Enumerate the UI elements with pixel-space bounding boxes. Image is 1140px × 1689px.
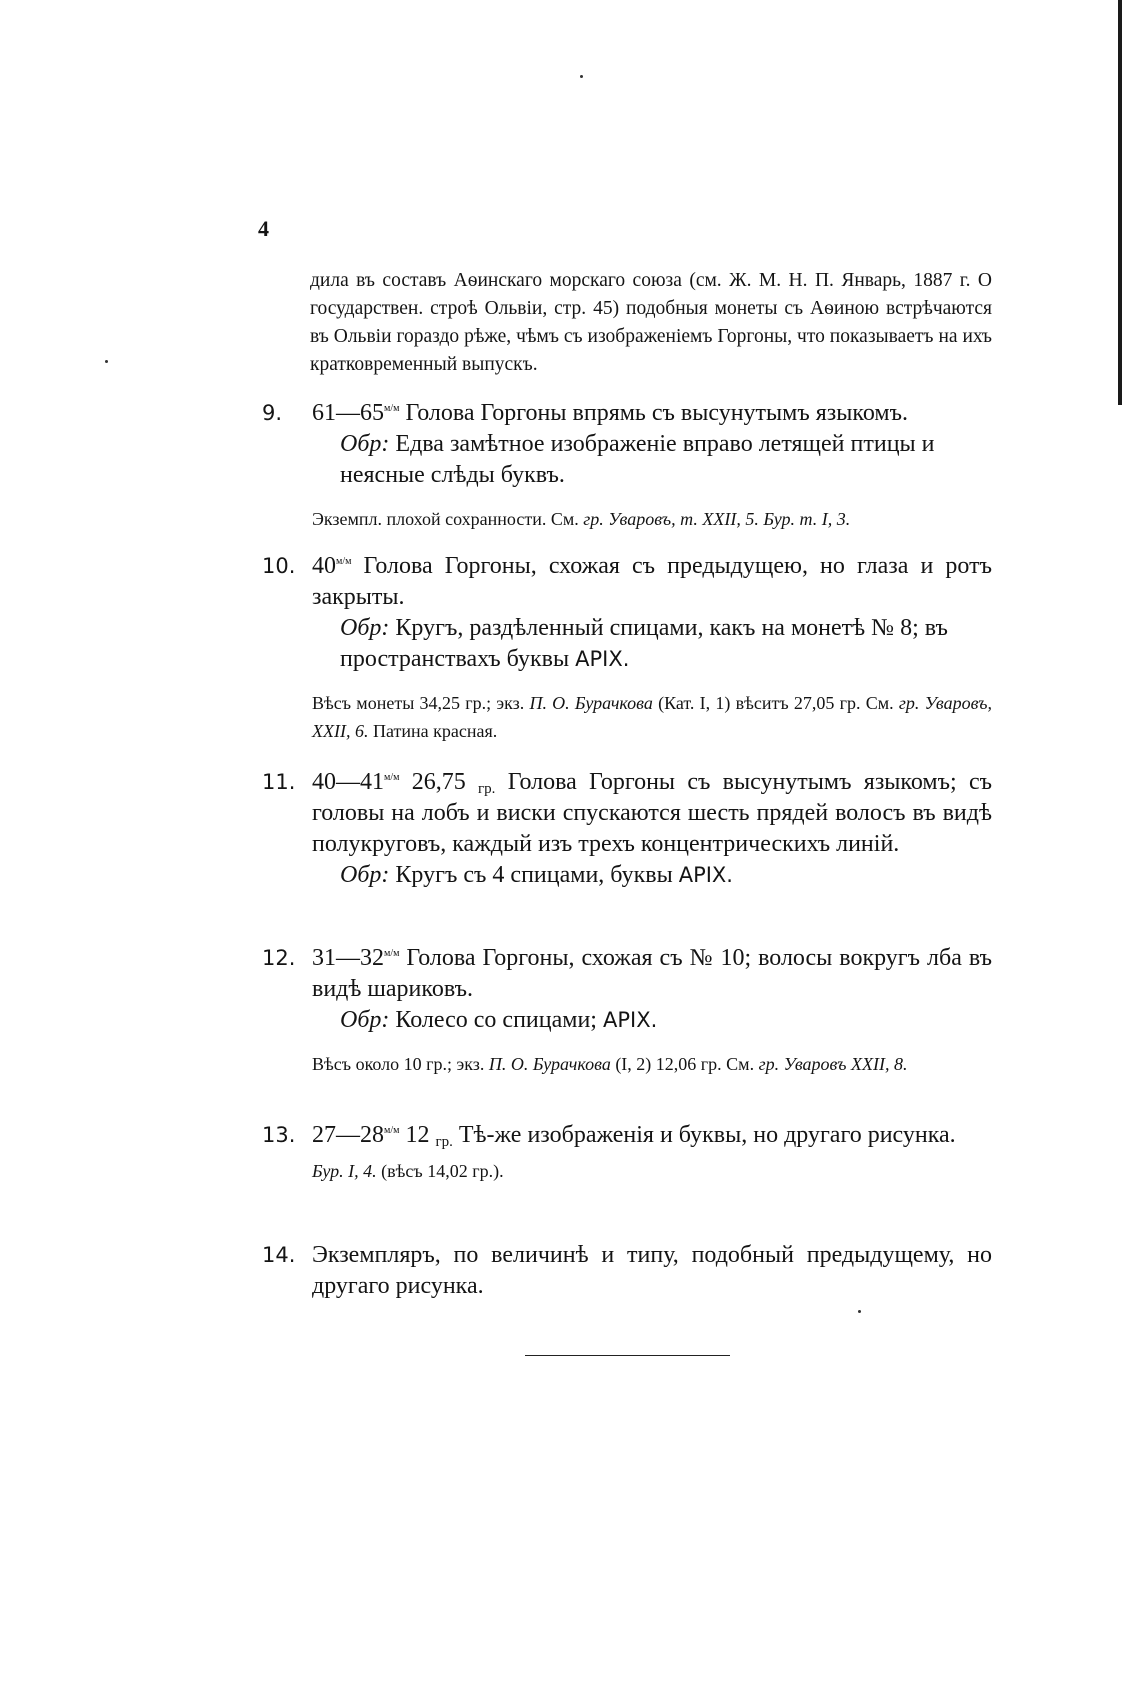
entry-number: 12. xyxy=(262,946,296,970)
entry-size: 40 xyxy=(312,553,336,579)
reverse-text: Кругъ съ 4 спицами, буквы xyxy=(395,862,673,888)
entry-number: 13. xyxy=(262,1123,296,1147)
size-mark: м/м xyxy=(384,772,400,783)
note-text: (Кат. I, 1) вѣситъ 27,05 гр. См. xyxy=(658,693,894,713)
entry-description xyxy=(312,1240,992,1302)
reverse-text: Кругъ, раздѣленный спицами, какъ на монетѣ № 8; въ пространствахъ буквы xyxy=(340,615,948,672)
intro-paragraph: дила въ составъ Аѳинскаго морскаго союза (см. Ж. М. Н. П. Январь, 1887 г. О государствен. строѣ Ольвіи, стр. 45) подобныя монеты съ Аѳиною встрѣчаются въ Ольвіи гораздо рѣже, чѣмъ съ изображеніемъ Горгоны, что показываетъ на ихъ кратковременный выпускъ. xyxy=(310,270,992,375)
entry-description-text: Голова Горгоны, схожая съ № 10; волосы вокругъ лба въ видѣ шариковъ. xyxy=(312,945,992,1002)
reverse-letters: APIX. xyxy=(575,647,630,671)
note-collector: П. О. Бурачкова xyxy=(529,693,653,713)
entry-description-text: Голова Горгоны впрямь съ высунутымъ языкомъ. xyxy=(405,400,908,426)
catalog-entry xyxy=(262,551,992,745)
weight-unit: гр. xyxy=(478,781,496,797)
size-mark: м/м xyxy=(336,556,352,567)
entry-reverse xyxy=(312,1005,992,1036)
reverse-label: Обр: xyxy=(340,1007,390,1033)
size-mark: м/м xyxy=(384,948,400,959)
entry-size: 40—41 xyxy=(312,769,384,795)
entry-description-text: Голова Горгоны съ высунутымъ языкомъ; съ головы на лобъ и виски спускаются шесть прядей волосъ въ видѣ полукруговъ, каждый изъ трехъ концентрическихъ линій. xyxy=(312,769,993,857)
catalog-entry xyxy=(262,398,992,533)
note-collector: П. О. Бурачкова xyxy=(488,1054,611,1074)
scan-speck xyxy=(858,1310,861,1313)
entry-size: 27—28 xyxy=(312,1122,384,1148)
note-text: Патина красная. xyxy=(372,721,498,741)
catalog-entry xyxy=(262,943,992,1078)
entry-description xyxy=(312,767,992,860)
entry-note xyxy=(312,689,992,745)
entry-description xyxy=(312,1120,992,1151)
entry-description xyxy=(312,551,992,613)
catalog-entry xyxy=(262,1240,992,1302)
entry-size: 61—65 xyxy=(312,400,384,426)
entry-reverse xyxy=(312,860,992,891)
note-reference: гр. Уваровъ, т. XXII, 5. Бур. т. I, 3. xyxy=(583,509,851,529)
note-text: (вѣсъ 14,02 гр.). xyxy=(381,1161,504,1181)
note-reference: Бур. I, 4. xyxy=(312,1161,377,1181)
scan-edge xyxy=(1118,0,1122,405)
entry-description-text: Голова Горгоны, схожая съ предыдущею, но глаза и ротъ закрыты. xyxy=(312,553,993,610)
catalog-entry xyxy=(262,1120,992,1185)
size-mark: м/м xyxy=(384,1125,400,1136)
note-text: Вѣсъ около 10 гр.; экз. xyxy=(312,1054,485,1074)
entry-note xyxy=(312,1050,992,1078)
reverse-label: Обр: xyxy=(340,862,390,888)
weight-unit: гр. xyxy=(435,1134,453,1150)
note-text: Вѣсъ монеты 34,25 гр.; экз. xyxy=(312,693,525,713)
reverse-label: Обр: xyxy=(340,615,390,641)
end-rule xyxy=(525,1355,730,1356)
entry-description-text: Экземпляръ, по величинѣ и типу, подобный предыдущему, но другаго рисунка. xyxy=(312,1242,992,1299)
reverse-label: Обр: xyxy=(340,431,390,457)
entry-description xyxy=(312,943,992,1005)
note-reference: гр. Уваровъ XXII, 8. xyxy=(758,1054,908,1074)
entry-number: 10. xyxy=(262,554,296,578)
note-text: (I, 2) 12,06 гр. См. xyxy=(615,1054,755,1074)
reverse-letters: APIX. xyxy=(602,1008,658,1032)
scan-speck xyxy=(580,75,583,78)
note-reference: гр. Уваровъ, XXII, 6. xyxy=(312,693,992,741)
entry-note xyxy=(312,505,992,533)
entry-reverse xyxy=(312,429,992,491)
entry-reverse xyxy=(312,613,992,675)
entry-note xyxy=(312,1157,992,1185)
size-mark: м/м xyxy=(384,403,400,414)
reverse-text: Едва замѣтное изображеніе вправо летящей птицы и неясные слѣды буквъ. xyxy=(340,431,935,488)
entry-number: 9. xyxy=(262,401,283,425)
entry-description-text: Тѣ-же изображенія и буквы, но другаго рисунка. xyxy=(458,1122,956,1148)
scan-speck xyxy=(105,360,108,363)
reverse-text: Колесо со спицами; xyxy=(395,1007,597,1033)
reverse-letters: APIX. xyxy=(678,863,733,887)
entry-number: 14. xyxy=(262,1243,296,1267)
entry-size: 31—32 xyxy=(312,945,384,971)
note-text: Экземпл. плохой сохранности. См. xyxy=(312,509,579,529)
entry-weight: 26,75 xyxy=(411,769,466,795)
catalog-entry xyxy=(262,767,992,891)
entry-number: 11. xyxy=(262,770,296,794)
entry-weight: 12 xyxy=(405,1122,430,1148)
entry-description xyxy=(312,398,992,429)
page-number: 4 xyxy=(258,216,269,241)
